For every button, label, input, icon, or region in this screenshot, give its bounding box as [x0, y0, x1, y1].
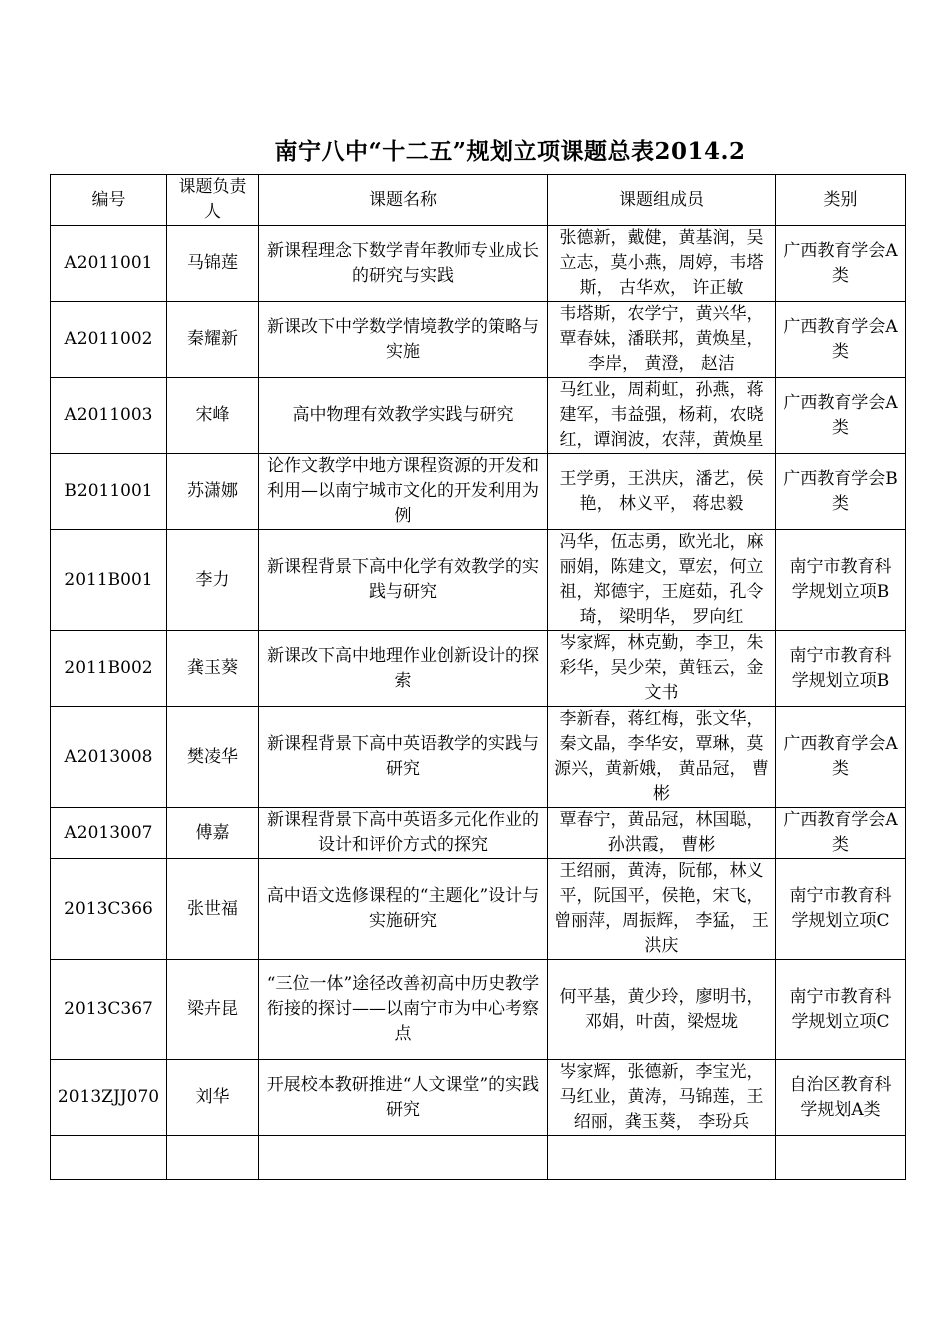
cell-code: A2013007	[51, 808, 167, 859]
table-row	[51, 859, 906, 960]
cell-name: 新课改下中学数学情境教学的策略与实施	[259, 302, 548, 378]
project-table	[50, 174, 906, 1180]
cell-members: 韦塔斯，农学宁，黄兴华，覃春妹，潘联邦，黄焕星，李岸， 黄澄， 赵洁	[548, 302, 776, 378]
cell-members: 冯华，伍志勇，欧光北，麻丽娟，陈建文，覃宏，何立祖，郑德宇，王庭茹，孔令琦， 梁明华， 罗向红	[548, 530, 776, 631]
cell-leader: 宋峰	[167, 378, 259, 454]
table-row	[51, 302, 906, 378]
cell-category: 南宁市教育科学规划立项C	[776, 859, 906, 960]
cell-category: 广西教育学会A类	[776, 302, 906, 378]
cell-name: 新课程理念下数学青年教师专业成长的研究与实践	[259, 226, 548, 302]
table-row	[51, 378, 906, 454]
cell-category: 自治区教育科学规划A类	[776, 1060, 906, 1136]
cell-category: 南宁市教育科学规划立项B	[776, 530, 906, 631]
empty-cell	[167, 1136, 259, 1180]
cell-leader: 李力	[167, 530, 259, 631]
empty-cell	[548, 1136, 776, 1180]
cell-category: 广西教育学会A类	[776, 378, 906, 454]
cell-members: 李新春，蒋红梅，张文华，秦文晶，李华安，覃琳，莫源兴，黄新娥， 黄品冠， 曹彬	[548, 707, 776, 808]
cell-category: 广西教育学会A类	[776, 707, 906, 808]
cell-leader: 苏潇娜	[167, 454, 259, 530]
cell-code: 2013ZJJ070	[51, 1060, 167, 1136]
cell-category: 广西教育学会B类	[776, 454, 906, 530]
table-row	[51, 631, 906, 707]
cell-code: A2011003	[51, 378, 167, 454]
header-name: 课题名称	[259, 175, 548, 226]
cell-category: 南宁市教育科学规划立项B	[776, 631, 906, 707]
cell-code: A2011001	[51, 226, 167, 302]
table-row	[51, 1060, 906, 1136]
cell-members: 王绍丽，黄涛，阮郁，林义平，阮国平，侯艳，宋飞，曾丽萍，周振辉， 李猛， 王洪庆	[548, 859, 776, 960]
empty-cell	[51, 1136, 167, 1180]
cell-name: “三位一体”途径改善初高中历史教学衔接的探讨——以南宁市为中心考察点	[259, 960, 548, 1060]
cell-code: A2013008	[51, 707, 167, 808]
cell-category: 南宁市教育科学规划立项C	[776, 960, 906, 1060]
cell-name: 新课程背景下高中英语教学的实践与研究	[259, 707, 548, 808]
header-row	[51, 175, 906, 226]
table-row	[51, 808, 906, 859]
header-code: 编号	[51, 175, 167, 226]
document-title: 南宁八中“十二五”规划立项课题总表2014.2	[274, 138, 746, 165]
cell-code: 2011B001	[51, 530, 167, 631]
header-leader: 课题负责人	[167, 175, 259, 226]
cell-code: A2011002	[51, 302, 167, 378]
cell-name: 高中语文选修课程的“主题化”设计与实施研究	[259, 859, 548, 960]
cell-leader: 刘华	[167, 1060, 259, 1136]
table-row	[51, 707, 906, 808]
table-row	[51, 960, 906, 1060]
cell-members: 岑家辉，林克勤，李卫，朱彩华，吴少荣，黄钰云，金文书	[548, 631, 776, 707]
cell-name: 高中物理有效教学实践与研究	[259, 378, 548, 454]
cell-code: 2013C367	[51, 960, 167, 1060]
cell-leader: 龚玉葵	[167, 631, 259, 707]
cell-leader: 樊凌华	[167, 707, 259, 808]
cell-members: 何平基，黄少玲，廖明书，邓娟，叶茵，梁煜垅	[548, 960, 776, 1060]
empty-cell	[776, 1136, 906, 1180]
cell-leader: 梁卉昆	[167, 960, 259, 1060]
cell-members: 张德新，戴健，黄基润，吴立志，莫小燕，周婷，韦塔斯， 古华欢， 许正敏	[548, 226, 776, 302]
table-row	[51, 226, 906, 302]
cell-name: 论作文教学中地方课程资源的开发和利用—以南宁城市文化的开发利用为例	[259, 454, 548, 530]
cell-name: 新课程背景下高中英语多元化作业的设计和评价方式的探究	[259, 808, 548, 859]
cell-code: 2011B002	[51, 631, 167, 707]
empty-cell	[259, 1136, 548, 1180]
cell-leader: 傅嘉	[167, 808, 259, 859]
cell-leader: 秦耀新	[167, 302, 259, 378]
header-category: 类别	[776, 175, 906, 226]
cell-leader: 马锦莲	[167, 226, 259, 302]
cell-code: B2011001	[51, 454, 167, 530]
cell-name: 新课改下高中地理作业创新设计的探索	[259, 631, 548, 707]
table-row	[51, 530, 906, 631]
cell-members: 马红业，周莉虹，孙燕，蒋建军，韦益强，杨莉，农晓红，谭润波，农萍，黄焕星	[548, 378, 776, 454]
cell-name: 开展校本教研推进“人文课堂”的实践研究	[259, 1060, 548, 1136]
cell-category: 广西教育学会A类	[776, 226, 906, 302]
cell-members: 岑家辉，张德新，李宝光，马红业，黄涛，马锦莲，王绍丽，龚玉葵， 李玢兵	[548, 1060, 776, 1136]
header-members: 课题组成员	[548, 175, 776, 226]
cell-members: 王学勇，王洪庆，潘艺，侯艳， 林义平， 蒋忠毅	[548, 454, 776, 530]
table-row	[51, 454, 906, 530]
cell-code: 2013C366	[51, 859, 167, 960]
cell-name: 新课程背景下高中化学有效教学的实践与研究	[259, 530, 548, 631]
cell-members: 覃春宁，黄品冠，林国聪，孙洪霞， 曹彬	[548, 808, 776, 859]
empty-row	[51, 1136, 906, 1180]
cell-leader: 张世福	[167, 859, 259, 960]
cell-category: 广西教育学会A类	[776, 808, 906, 859]
